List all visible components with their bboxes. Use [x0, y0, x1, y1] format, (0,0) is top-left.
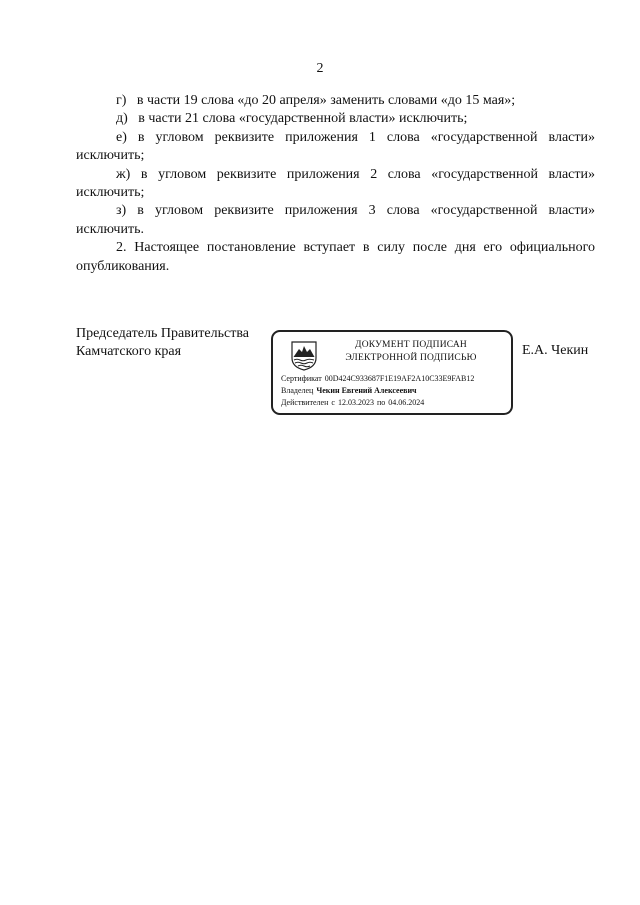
- valid-from: 12.03.2023: [337, 398, 374, 407]
- electronic-signature-stamp: [271, 330, 513, 415]
- stamp-header-line2: ЭЛЕКТРОННОЙ ПОДПИСЬЮ: [345, 353, 477, 363]
- signer-position: [76, 325, 249, 361]
- signer-name: Е.А. Чекин: [522, 343, 589, 358]
- document-body: [76, 92, 595, 276]
- paragraph-e: е) в угловом реквизите приложения 1 слова «государственной власти» исключить;: [76, 129, 595, 164]
- stamp-validity: [281, 398, 424, 408]
- paragraph-d: д) в части 21 слова «государственной власти» исключить;: [116, 111, 468, 127]
- valid-from-prefix: с: [331, 398, 335, 407]
- valid-to: 04.06.2024: [388, 398, 425, 407]
- signer-position-line1: Председатель Правительства: [76, 326, 249, 341]
- certificate-label: Сертификат: [281, 374, 322, 383]
- valid-label: Действителен: [281, 398, 329, 407]
- paragraph-effective-date: 2. Настоящее постановление вступает в силу после дня его официального опубликования.: [76, 240, 595, 274]
- certificate-value: 00D424C933687F1E19AF2A10C33E9FAB12: [324, 374, 475, 383]
- page-number: 2: [316, 61, 324, 76]
- stamp-header-line1: ДОКУМЕНТ ПОДПИСАН: [355, 340, 467, 350]
- paragraph-zh: ж) в угловом реквизите приложения 2 слова «государственной власти» исключить;: [76, 166, 595, 201]
- owner-label: Владелец: [281, 386, 314, 395]
- stamp-header: [325, 339, 497, 365]
- paragraph-z: з) в угловом реквизите приложения 3 слова «государственной власти» исключить.: [76, 203, 595, 237]
- signer-position-line2: Камчатского края: [76, 344, 182, 359]
- owner-value: Чекин Евгений Алексеевич: [316, 386, 417, 395]
- paragraph-g: г) в части 19 слова «до 20 апреля» заменить словами «до 15 мая»;: [116, 93, 516, 108]
- stamp-owner: [281, 386, 417, 396]
- valid-to-prefix: по: [376, 398, 386, 407]
- stamp-certificate: [281, 374, 474, 384]
- kamchatka-coat-of-arms-icon: [287, 338, 321, 372]
